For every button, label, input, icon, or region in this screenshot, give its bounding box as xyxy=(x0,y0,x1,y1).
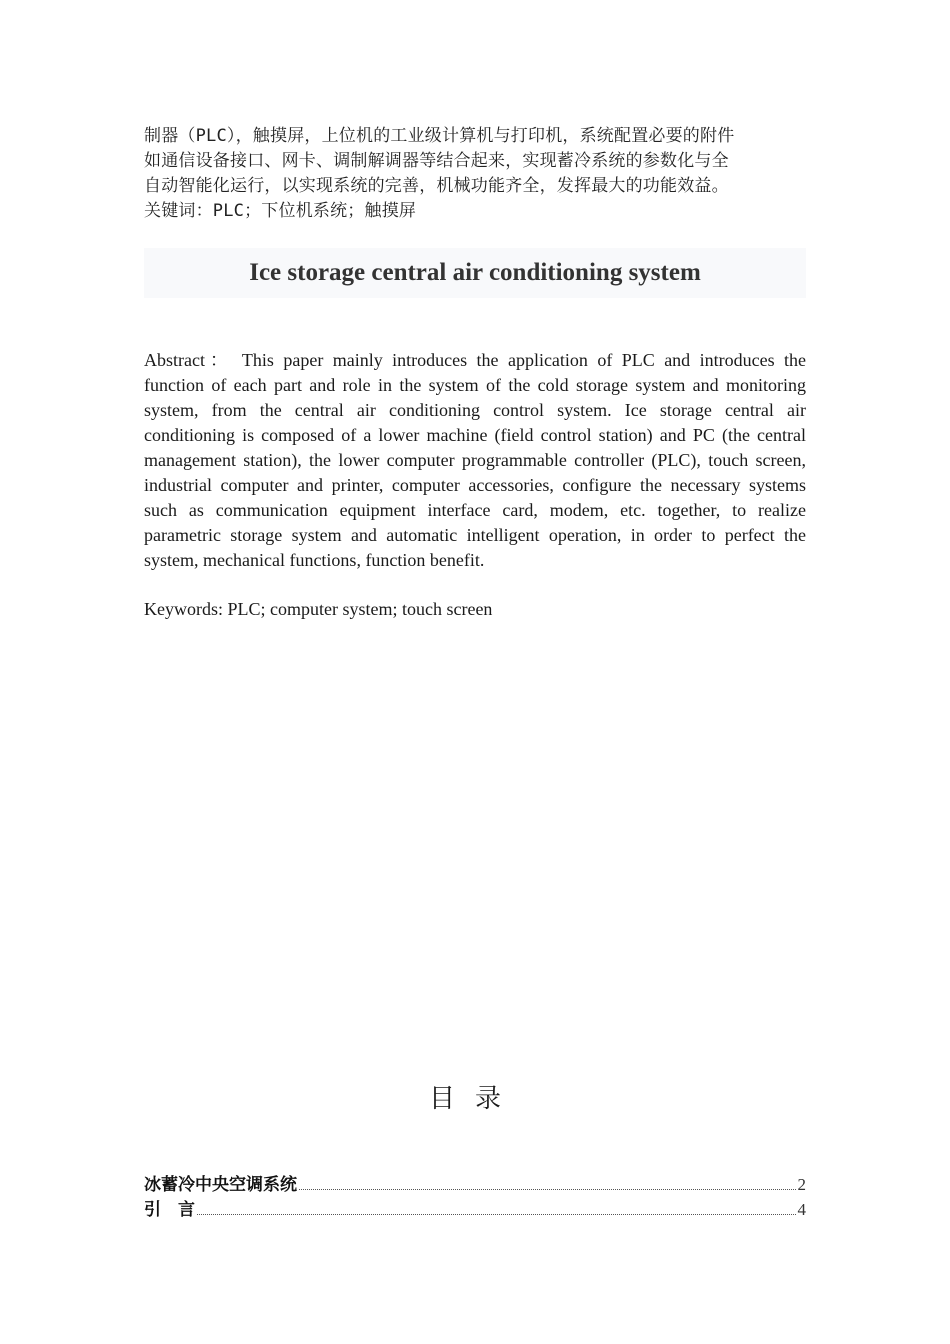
chinese-line-3: 自动智能化运行，以实现系统的完善，机械功能齐全，发挥最大的功能效益。 xyxy=(144,176,729,196)
table-of-contents xyxy=(144,1170,806,1220)
chinese-line-2: 如通信设备接口、网卡、调制解调器等结合起来，实现蓄冷系统的参数化与全 xyxy=(144,151,729,171)
toc-entry-label[interactable]: 引 言 xyxy=(144,1200,195,1220)
toc-leader-dots xyxy=(299,1189,796,1190)
chinese-line-1: 制器（PLC），触摸屏，上位机的工业级计算机与打印机，系统配置必要的附件 xyxy=(144,126,735,146)
toc-entry-page[interactable]: 2 xyxy=(797,1175,806,1194)
toc-entry-label[interactable]: 冰蓄冷中央空调系统 xyxy=(144,1175,297,1195)
english-title-band xyxy=(144,248,806,298)
english-keywords: Keywords: PLC; computer system; touch screen xyxy=(144,599,493,619)
toc-entry[interactable] xyxy=(144,1170,806,1195)
toc-heading: 目录 xyxy=(428,1084,521,1114)
toc-leader-dots xyxy=(197,1214,796,1215)
abstract-text: Abstract： This paper mainly introduces the application of PLC and introduces the function of each part and role in the system of the cold storage system and monitoring system, from the central air conditioning control system. Ice storage central air conditioning is composed of a lower machine (field control station) and PC (the central management station), the lower computer programmable controller (PLC), touch screen, industrial computer and printer, computer accessories, configure the necessary systems such as communication equipment interface card, modem, etc. together, to realize parametric storage system and automatic intelligent operation, in order to perfect the system, mechanical functions, function benefit. xyxy=(144,350,806,570)
english-title: Ice storage central air conditioning system xyxy=(249,259,701,286)
toc-entry[interactable] xyxy=(144,1195,806,1220)
chinese-abstract-continuation xyxy=(144,124,806,224)
toc-entry-page[interactable]: 4 xyxy=(797,1200,806,1219)
chinese-keywords: 关键词：PLC；下位机系统；触摸屏 xyxy=(144,201,417,221)
english-abstract xyxy=(144,348,806,573)
